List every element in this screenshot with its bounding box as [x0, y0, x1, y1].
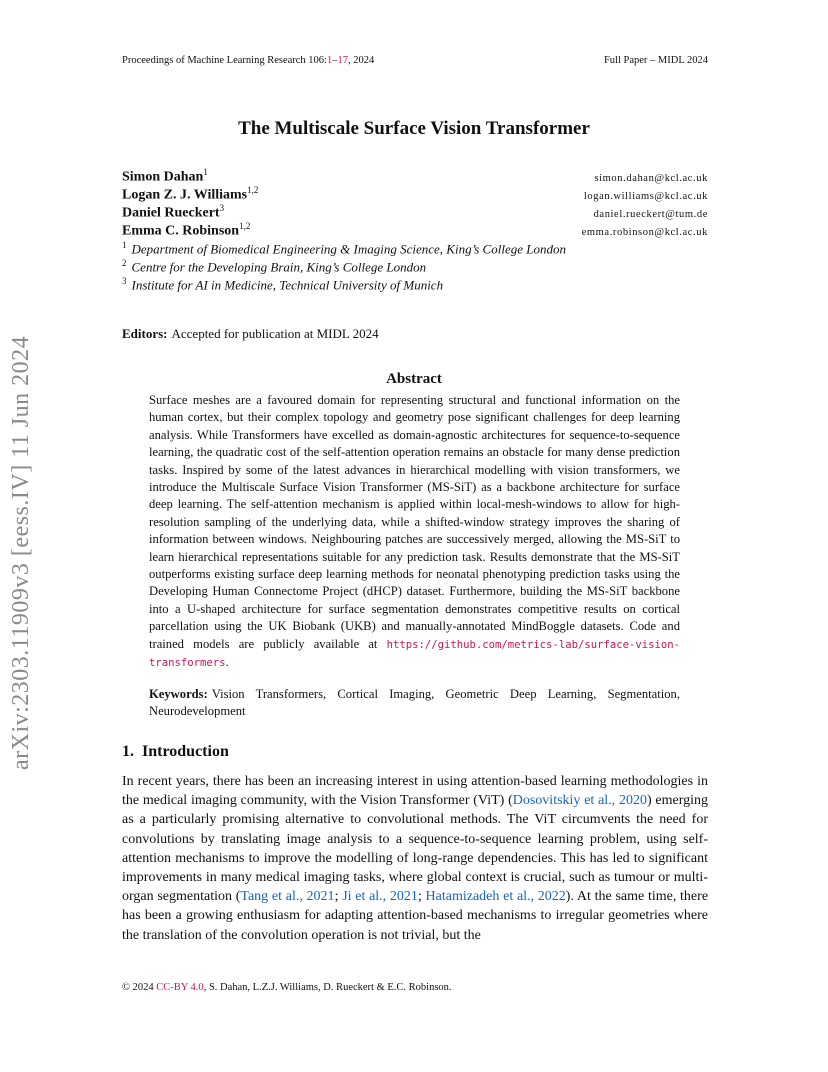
author-email[interactable]: logan.williams@kcl.ac.uk [583, 190, 708, 202]
paper-title: The Multiscale Surface Vision Transformer [238, 118, 590, 139]
editors-note [122, 326, 379, 342]
author-email[interactable]: simon.dahan@kcl.ac.uk [594, 172, 708, 184]
keywords-label: Keywords: [149, 687, 208, 701]
citation-link[interactable]: Dosovitskiy et al., 2020 [512, 793, 647, 809]
author-row [122, 185, 708, 203]
abstract-body: Surface meshes are a favoured domain for representing structural and functional information on the human cortex, but their complex topology and geometry pose significant challenges for deep learning analysis. While Transformers have excelled as domain-agnostic architectures for sequence-to-sequence learning, the quadratic cost of the self-attention operation remains an obstacle for many dense prediction tasks. Inspired by some of the latest advances in hierarchical modelling with vision transformers, we introduce the Multiscale Surface Vision Transformer (MS-SiT) as a backbone architecture for surface deep learning. The self-attention mechanism is applied within local-mesh-windows to allow for high-resolution sampling of the underlying data, while a shifted-window strategy improves the sharing of information between windows. Neighbouring patches are successively merged, allowing the MS-SiT to learn hierarchical representations suitable for any prediction task. Results demonstrate that the MS-SiT outperforms existing surface deep learning methods for neonatal phenotyping prediction tasks using the Developing Human Connectome Project (dHCP) dataset. Furthermore, building the MS-SiT backbone into a U-shaped architecture for surface segmentation demonstrates competitive results on cortical parcellation using the UK Biobank (UKB) and manually-annotated MindBoggle datasets. Code and trained models are publicly available at https://github.com/metrics-lab/surface-vision-transformers. [149, 393, 680, 670]
editors-text: Accepted for publication at MIDL 2024 [171, 326, 379, 341]
paper-type: Full Paper – MIDL 2024 [603, 55, 708, 66]
author-row [122, 167, 708, 185]
citation-link[interactable]: Tang et al., 2021 [240, 889, 335, 905]
first-page-link[interactable]: 1 [326, 55, 333, 66]
abstract-heading: Abstract [386, 371, 442, 387]
author-name: Logan Z. J. Williams [122, 187, 248, 203]
author-affiliation-marker: 3 [219, 203, 225, 213]
running-header [122, 55, 708, 66]
introduction-paragraph: In recent years, there has been an increasing interest in using attention-based learning methodologies in the medical imaging community, with the Vision Transformer (ViT) (Dosovitskiy et al., 2020) emerging as a particularly promising alternative to convolutional methods. The ViT circumvents the need for convolutions by translating image analysis to a sequence-to-sequence learning problem, using self-attention mechanisms to improve the modelling of long-range dependencies. This has led to significant improvements in many medical imaging tasks, where global context is crucial, such as tumour or multi-organ segmentation (Tang et al., 2021; Ji et al., 2021; Hatamizadeh et al., 2022). At the same time, there has been a growing enthusiasm for adapting attention-based mechanisms to irregular geometries where the translation of the convolution operation is not trivial, but the [122, 774, 709, 943]
arxiv-watermark [8, 290, 68, 770]
author-affiliation-marker: 1,2 [239, 221, 251, 231]
arxiv-identifier: arXiv:2303.11909v3 [eess.IV] 11 Jun 2024 [8, 335, 34, 770]
citation-link[interactable]: Hatamizadeh et al., 2022 [425, 889, 566, 905]
author-name: Daniel Rueckert [122, 205, 220, 221]
section-heading-introduction: 1. Introduction [122, 743, 229, 760]
proceedings-line: Proceedings of Machine Learning Research 106:1–17, 2024 [122, 55, 375, 66]
editors-label: Editors: [122, 326, 168, 341]
author-affiliation-marker: 1,2 [247, 185, 259, 195]
author-row [122, 221, 708, 239]
author-affiliation-marker: 1 [203, 167, 208, 177]
last-page-link[interactable]: 17 [337, 55, 348, 66]
code-repository-link[interactable]: https://github.com/metrics-lab/surface-vision-transformers [149, 638, 680, 670]
license-link[interactable]: CC-BY 4.0 [156, 982, 204, 993]
author-email[interactable]: daniel.rueckert@tum.de [593, 208, 708, 220]
affiliation-list [122, 240, 722, 294]
keywords-text: Vision Transformers, Cortical Imaging, Geometric Deep Learning, Segmentation, Neurodevelopment [149, 687, 680, 719]
affiliation: $^2$ Centre for the Developing Brain, King’s College London [122, 258, 427, 275]
author-name: Simon Dahan [122, 169, 204, 185]
author-list [122, 167, 708, 239]
author-row [122, 203, 708, 221]
copyright-footer: © 2024 CC-BY 4.0, S. Dahan, L.Z.J. Williams, D. Rueckert & E.C. Robinson. [122, 982, 452, 993]
keywords [149, 686, 680, 721]
affiliation: $^1$ Department of Biomedical Engineering & Imaging Science, King’s College London [122, 240, 566, 257]
affiliation: $^3$ Institute for AI in Medicine, Technical University of Munich [122, 276, 444, 293]
author-email[interactable]: emma.robinson@kcl.ac.uk [581, 226, 708, 238]
citation-link[interactable]: Ji et al., 2021 [342, 889, 418, 905]
author-name: Emma C. Robinson [122, 223, 240, 239]
